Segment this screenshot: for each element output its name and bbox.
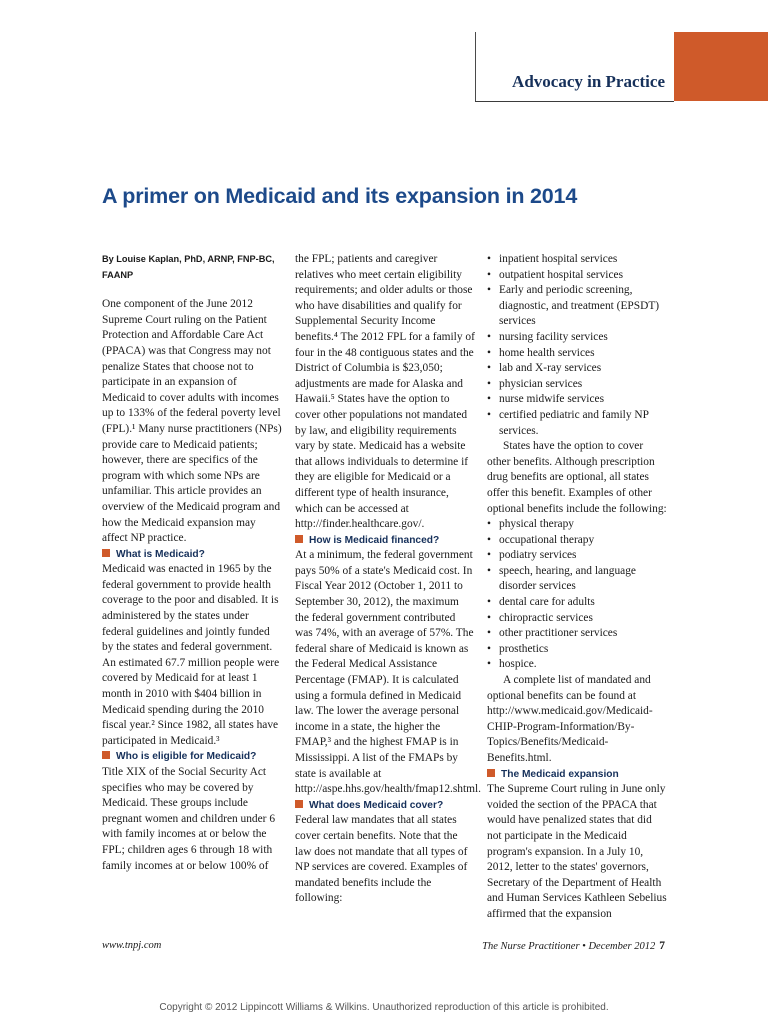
column-3 [487, 252, 667, 923]
list-item: • dental care for adults [487, 595, 667, 611]
list-item: • chiropractic services [487, 611, 667, 627]
footer-journal-info [482, 940, 665, 952]
heading-expansion: The Medicaid expansion [487, 767, 667, 783]
byline: By Louise Kaplan, PhD, ARNP, FNP-BC, FAANP [102, 254, 275, 280]
intro-paragraph: One component of the June 2012 Supreme Court ruling on the Patient Protection and Affordable Care Act (PPACA) was that Congress may not penalize States that choose not to participate in an expansion of Medicaid to cover adults with incomes up to 133% of the federal poverty level (FPL).¹ Many nurse practitioners (NPs) provide care to Medicaid patients; however, there are specifics of the program with which some NPs are unfamiliar. This article provides an overview of the Medicaid program and how the Medicaid expansion may affect NP practice. [102, 298, 282, 545]
paragraph-expansion: The Supreme Court ruling in June only voided the section of the PPACA that would have penalized states that did not participate in the Medicaid program's expansion. In a July 10, 2012, letter to the states' governors, Secretary of the Department of Health and Human Services Kathleen Sebelius affirmed that the expansion [487, 783, 667, 920]
heading-what-is-medicaid: What is Medicaid? [102, 547, 282, 563]
list-item: • nurse midwife services [487, 392, 667, 408]
mandated-benefits-list [487, 252, 667, 439]
square-bullet-icon [102, 751, 110, 759]
list-item: • Early and periodic screening, diagnostic, and treatment (EPSDT) services [487, 283, 667, 330]
list-item: • nursing facility services [487, 330, 667, 346]
list-item: • other practitioner services [487, 626, 667, 642]
section-label: Advocacy in Practice [512, 72, 665, 91]
list-item: • podiatry services [487, 548, 667, 564]
list-item: • hospice. [487, 657, 667, 673]
list-item: • physical therapy [487, 517, 667, 533]
heading-eligibility: Who is eligible for Medicaid? [102, 749, 282, 765]
header-color-block [674, 32, 768, 101]
paragraph-financing: At a minimum, the federal government pays 50% of a state's Medicaid cost. In Fiscal Year 2012 (October 1, 2011 to September 30, 2012), the maximum the federal government contributed was 74%, with an average of 57%. The federal share of Medicaid is known as the Federal Medical Assistance Percentage (FMAP). It is calculated using a formula defined in Medicaid law. The lower the average personal income in a state, the higher the FMAP,³ and the highest FMAP is in Mississippi. A list of the FMAPs by state is available at http://aspe.hhs.gov/health/fmap12.shtml. [295, 549, 482, 796]
paragraph-coverage: Federal law mandates that all states cover certain benefits. Note that the law does not mandate that all types of NP services are covered. Examples of mandated benefits include the following: [295, 814, 468, 905]
square-bullet-icon [487, 769, 495, 777]
list-item: • certified pediatric and family NP services. [487, 408, 667, 439]
heading-financing: How is Medicaid financed? [295, 533, 475, 549]
column-1 [102, 252, 282, 874]
paragraph-what-is-medicaid: Medicaid was enacted in 1965 by the federal government to provide health coverage to the poor and disabled. It is administered by the states under federal guidelines and jointly funded by the states and federal government. An estimated 67.7 million people were covered by Medicaid for at least 1 month in 2010 with $404 billion in Medicaid spending during the 2010 fiscal year.² Since 1982, all states have participated in Medicaid.³ [102, 563, 280, 747]
list-item: • inpatient hospital services [487, 252, 667, 268]
square-bullet-icon [295, 535, 303, 543]
header-horizontal-rule [475, 101, 674, 102]
paragraph-eligibility-cont: the FPL; patients and caregiver relatives who meet certain eligibility requirements; and older adults or those who have disabilities and qualify for Supplemental Security Income benefits.⁴ The 2012 FPL for a family of four in the 48 contiguous states and the District of Columbia is $23,050; adjustments are made for Alaska and Hawaii.⁵ States have the option to cover other populations not mandated by law, and eligibility requirements vary by state. Medicaid has a website that allows individuals to determine if they are eligible for Medicaid or a different type of health insurance, which can be accessed at http://finder.healthcare.gov/. [295, 253, 475, 531]
list-item: • speech, hearing, and language disorder services [487, 564, 667, 595]
column-2 [295, 252, 482, 907]
list-item: • outpatient hospital services [487, 268, 667, 284]
copyright-notice: Copyright © 2012 Lippincott Williams & Wilkins. Unauthorized reproduction of this article is prohibited. [159, 1002, 609, 1013]
footer-journal: The Nurse Practitioner • December 2012 [482, 941, 656, 952]
list-item: • prosthetics [487, 642, 667, 658]
square-bullet-icon [102, 549, 110, 557]
heading-coverage: What does Medicaid cover? [295, 798, 475, 814]
paragraph-optional-intro: States have the option to cover other benefits. Although prescription drug benefits are optional, all states offer this benefit. Examples of other optional benefits include the following: [487, 440, 667, 515]
optional-benefits-list [487, 517, 667, 673]
paragraph-benefits-link: A complete list of mandated and optional benefits can be found at http://www.medicaid.gov/Medicaid-CHIP-Program-Information/By-Topics/Benefits/Medicaid-Benefits.html. [487, 674, 653, 764]
page-number: 7 [659, 940, 665, 952]
list-item: • physician services [487, 377, 667, 393]
paragraph-eligibility: Title XIX of the Social Security Act specifies who may be covered by Medicaid. These groups include pregnant women and children under 6 with family incomes at or below the FPL; children ages 6 through 18 with family incomes at or below 100% of [102, 766, 276, 872]
square-bullet-icon [295, 800, 303, 808]
header-vertical-rule [475, 32, 476, 102]
list-item: • occupational therapy [487, 533, 667, 549]
footer-website: www.tnpj.com [102, 940, 162, 951]
article-title: A primer on Medicaid and its expansion in 2014 [102, 184, 578, 208]
list-item: • home health services [487, 346, 667, 362]
list-item: • lab and X-ray services [487, 361, 667, 377]
